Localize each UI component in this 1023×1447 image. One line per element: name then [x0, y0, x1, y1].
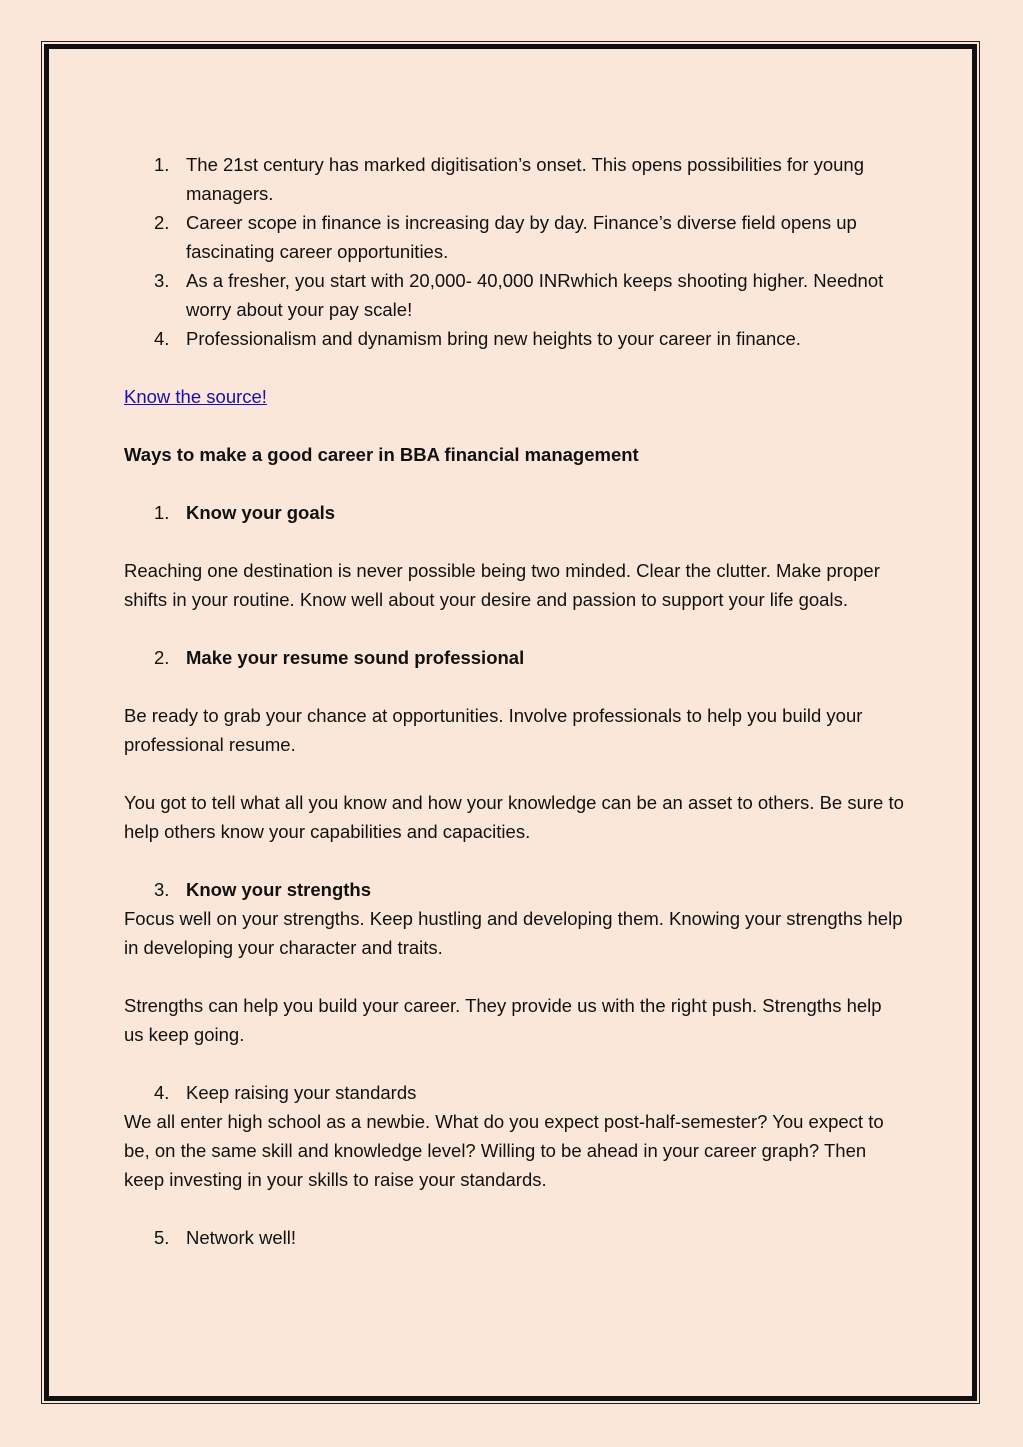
list-number: 2.: [154, 647, 170, 668]
list-number: 4.: [154, 1082, 170, 1103]
list-number: 3.: [154, 270, 170, 291]
list-item: [124, 150, 904, 208]
tip-heading: [124, 1078, 904, 1107]
list-item: [124, 324, 904, 353]
paragraph: Focus well on your strengths. Keep hustling and developing them. Knowing your strengths help in developing your character and traits.: [124, 908, 903, 958]
source-link[interactable]: Know the source!: [124, 386, 267, 407]
section-heading: Ways to make a good career in BBA financial management: [124, 444, 639, 465]
paragraph: Be ready to grab your chance at opportunities. Involve professionals to help you build your professional resume.: [124, 705, 863, 755]
intro-list: [124, 150, 904, 353]
tip-heading-list: [124, 1223, 904, 1252]
tip-heading-list: [124, 1078, 904, 1107]
tip-heading-list: [124, 498, 904, 527]
list-number: 1.: [154, 154, 170, 175]
tip-heading: [124, 1223, 904, 1252]
tip-heading: [124, 498, 904, 527]
tip-heading: [124, 875, 904, 904]
tip-heading: [124, 643, 904, 672]
list-item-text: Professionalism and dynamism bring new heights to your career in finance.: [186, 328, 801, 349]
list-number: 2.: [154, 212, 170, 233]
document-body: [124, 150, 904, 1252]
paragraph: Strengths can help you build your career. They provide us with the right push. Strengths help us keep going.: [124, 995, 882, 1045]
tip-heading-list: [124, 643, 904, 672]
list-item-text: Career scope in finance is increasing day by day. Finance’s diverse field opens up fascinating career opportunities.: [186, 212, 857, 262]
tip-title: Make your resume sound professional: [186, 647, 525, 668]
tip-title: Keep raising your standards: [186, 1082, 417, 1103]
list-number: 5.: [154, 1227, 170, 1248]
list-item-text: The 21st century has marked digitisation’s onset. This opens possibilities for young managers.: [186, 154, 865, 204]
list-number: 4.: [154, 328, 170, 349]
paragraph: We all enter high school as a newbie. What do you expect post-half-semester? You expect to be, on the same skill and knowledge level? Willing to be ahead in your career graph? Then keep investing in your skills to raise your standards.: [124, 1111, 884, 1190]
list-item: [124, 266, 904, 324]
tip-heading-list: [124, 875, 904, 904]
tip-title: Network well!: [186, 1227, 296, 1248]
tip-title: Know your goals: [186, 502, 336, 523]
tip-title: Know your strengths: [186, 879, 372, 900]
list-item-text: As a fresher, you start with 20,000- 40,000 INRwhich keeps shooting higher. Neednot worry about your pay scale!: [186, 270, 884, 320]
list-number: 1.: [154, 502, 170, 523]
list-number: 3.: [154, 879, 170, 900]
paragraph: You got to tell what all you know and how your knowledge can be an asset to others. Be sure to help others know your capabilities and capacities.: [124, 792, 904, 842]
paragraph: Reaching one destination is never possible being two minded. Clear the clutter. Make proper shifts in your routine. Know well about your desire and passion to support your life goals.: [124, 560, 880, 610]
list-item: [124, 208, 904, 266]
